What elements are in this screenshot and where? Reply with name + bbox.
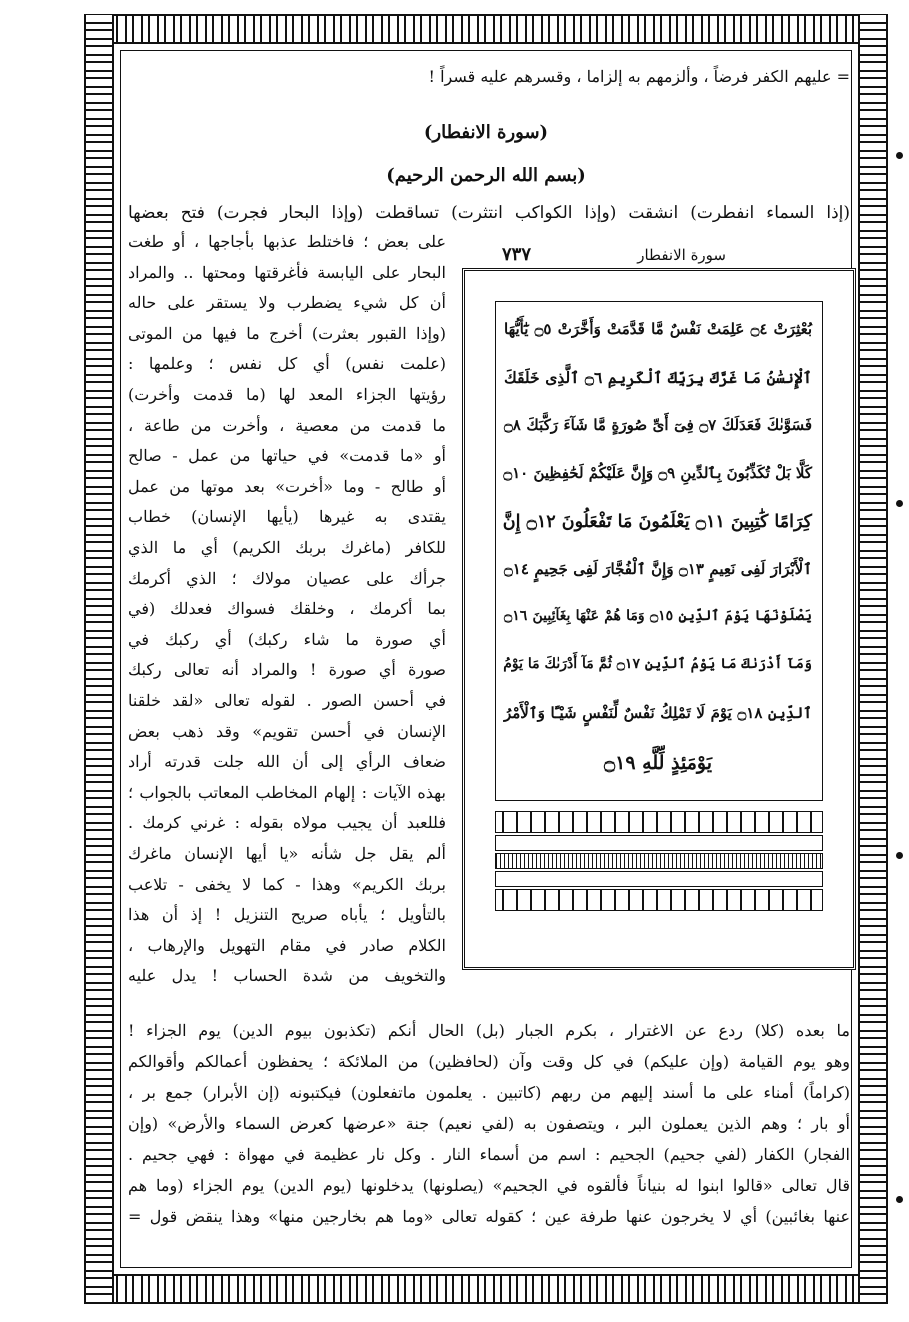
right-ornament-band: [858, 14, 888, 1304]
commentary-line: (وإذا القبور بعثرت) أخرج ما فيها من الموتى: [128, 323, 446, 343]
commentary-line: ضعاف الرأي إلى أن الله جلت قدرته أراد: [128, 752, 446, 772]
commentary-line: أن كل شيء يضطرب ولا يستقر على حاله: [128, 293, 446, 313]
quran-line: ٱلدِّينِ ۝١٨ يَوْمَ لَا تَمْلِكُ نَفْسٌ لِّنَفْسٍ شَيْـًٔا وَٱلْأَمْرُ: [504, 704, 812, 722]
commentary-line: رؤيتها الجزاء المعد لها (ما قدمت وأخرت): [128, 385, 446, 404]
mushaf-ornament-bands: [495, 811, 823, 927]
commentary-line: بالتأويل ؛ يأباه صريح التنزيل ! إذ أن هذا: [128, 905, 446, 925]
continuation-line: = عليهم الكفر فرضاً ، وألزمهم به إلزاما ، وقسرهم عليه قسراً !: [428, 67, 850, 86]
surah-title: (سورة الانفطار): [423, 122, 549, 143]
margin-dot: [896, 152, 903, 159]
commentary-line: أو «ما قدمت» في حياتها من عمل - صالح: [128, 446, 446, 466]
commentary-line: أو طالح - وما «أخرت» بعد موتها من عمل: [128, 476, 446, 496]
quran-line: كَلَّا بَلْ تُكَذِّبُونَ بِٱلدِّينِ ۝٩ وَإِنَّ عَلَيْكُمْ لَحَٰفِظِينَ ۝١٠: [503, 464, 812, 482]
basmala: (بسم الله الرحمن الرحيم): [386, 165, 586, 186]
commentary-line: بهذه الآيات : إلهام المخاطب المعاتب بالجواب ؛: [128, 782, 446, 802]
mushaf-header: [462, 244, 856, 268]
commentary-line: فللعبد أن يجيب مولاه بقوله : غرني كرمك .: [128, 813, 446, 833]
commentary-line: (كراماً) أمناء على ما أسند إليهم من ربهم (كاتبين . يعلمون ماتفعلون) فيكتبونه (إن الأبرار) جمع بر ،: [128, 1083, 850, 1102]
quran-line: فَسَوَّىٰكَ فَعَدَلَكَ ۝٧ فِىٓ أَىِّ صُورَةٍ مَّا شَآءَ رَكَّبَكَ ۝٨: [504, 416, 813, 434]
commentary-line: والتخويف من شدة الحساب ! يدل عليه: [128, 966, 446, 986]
margin-dot: [896, 1196, 903, 1203]
quran-line: بُعْثِرَتْ ۝٤ عَلِمَتْ نَفْسٌ مَّا قَدَّمَتْ وَأَخَّرَتْ ۝٥ يَٰٓأَيُّهَا: [504, 320, 813, 338]
mushaf-surah-name: سورة الانفطار: [637, 246, 726, 264]
commentary-line: البحار على اليابسة فأغرقتها ومحتها .. والمراد: [128, 262, 446, 282]
ornament-band: [495, 853, 823, 869]
commentary-line: عنها بغائبين) أي لا يخرجون عنها طرفة عين ؛ كقوله تعالى «وما هم بخارجين منها» وهذا ينقض قول =: [128, 1207, 850, 1226]
quran-line: كِرَامًا كَٰتِبِينَ ۝١١ يَعْلَمُونَ مَا تَفْعَلُونَ ۝١٢ إِنَّ: [502, 512, 812, 532]
commentary-line: (علمت نفس) أي كل نفس ؛ وعلمها :: [128, 354, 446, 374]
left-ornament-band: [84, 14, 114, 1304]
commentary-line: وهو يوم القيامة (وإن عليكم) في كل وقت وآن (لحافظين) من الملائكة ؛ يحفظون أعمالكم وأقوالكم: [128, 1052, 850, 1071]
margin-dot: [896, 852, 903, 859]
commentary-line: ألم يقل جل شأنه «يا أيها الإنسان ماغرك: [128, 844, 446, 863]
ornament-band: [495, 889, 823, 911]
commentary-line: ما بعده (كلا) ردع عن الاغترار ، بكرم الجبار (بل) الحال أنكم (تكذبون بيوم الدين) يوم الجزاء !: [128, 1021, 850, 1040]
commentary-line: أو بار ؛ وهم الذين يعملون البر ، ويتصفون به (لفي نعيم) جنة «عرضها كعرض السماء والأرض» (وإن: [128, 1114, 850, 1133]
commentary-line: جرأك على عصيان مولاك ؛ الذي أكرمك: [128, 568, 446, 588]
commentary-line: في أحسن الصور . لقوله تعالى «لقد خلقنا: [128, 691, 446, 710]
commentary-line: يقتدى به غيرها (يأيها الإنسان) خطاب: [128, 507, 446, 527]
commentary-line: صورة أي صورة ! والمراد أنه تعالى ركبك: [128, 660, 446, 680]
quran-line: يَوْمَئِذٍ لِّلَّهِ ۝١٩: [603, 752, 713, 774]
quran-line: ٱلْإِنسَٰنُ مَا غَرَّكَ بِرَبِّكَ ٱلْكَرِيمِ ۝٦ ٱلَّذِى خَلَقَكَ: [504, 368, 812, 387]
commentary-line: (إذا السماء انفطرت) انشقت (وإذا الكواكب انتثرت) تساقطت (وإذا البحار فجرت) فتح بعضها: [128, 203, 850, 223]
commentary-line: ما قدمت من معصية ، وأخرت من طاعة ،: [128, 415, 446, 435]
commentary-line: بربك الكريم» وهذا - كما لا يخفى - تلاعب: [128, 874, 446, 894]
margin-dot: [896, 500, 903, 507]
commentary-line: أي صورة ما شاء ركبك) أي ركبك في: [128, 629, 446, 649]
quran-line: يَصْلَوْنَهَا يَوْمَ ٱلدِّينِ ۝١٥ وَمَا هُمْ عَنْهَا بِغَآئِبِينَ ۝١٦: [504, 608, 813, 624]
quran-line: ٱلْأَبْرَارَ لَفِى نَعِيمٍ ۝١٣ وَإِنَّ ٱلْفُجَّارَ لَفِى جَحِيمٍ ۝١٤: [504, 560, 812, 578]
commentary-line: على بعض ؛ فاختلط عذبها بأجاجها ، أو طغت: [128, 232, 446, 251]
ornament-band: [495, 835, 823, 851]
ornament-band: [495, 871, 823, 887]
quran-line: وَمَآ أَدْرَىٰكَ مَا يَوْمُ ٱلدِّينِ ۝١٧ ثُمَّ مَآ أَدْرَىٰكَ مَا يَوْمُ: [503, 656, 812, 672]
mushaf-panel: [462, 268, 856, 970]
commentary-line: الإنسان في أحسن تقويم» وقد ذهب بعض: [128, 721, 446, 741]
commentary-line: للكافر (ماغرك بربك الكريم) أي ما الذي: [128, 538, 446, 557]
ornament-band: [495, 811, 823, 833]
commentary-line: بما أكرمك ، وخلقك فسواك فعدلك (في: [128, 599, 446, 619]
quran-text-area: [495, 301, 823, 801]
commentary-line: الكلام صادر في مقام التهويل والإرهاب ،: [128, 935, 446, 955]
commentary-line: الفجار) الكفار (لفي جحيم) الجحيم : اسم من أسماء النار . وكل نار عظيمة في مهواة : فهي جحيم .: [128, 1145, 850, 1164]
top-ornament-band: [84, 14, 888, 44]
bottom-ornament-band: [84, 1274, 888, 1304]
page-number: ٧٣٧: [502, 244, 532, 265]
commentary-line: قال تعالى «قالوا ابنوا له بنياناً فألقوه في الجحيم» (يصلونها) يدخلونها (يوم الدين) يوم الجزاء (وما هم: [128, 1176, 850, 1195]
